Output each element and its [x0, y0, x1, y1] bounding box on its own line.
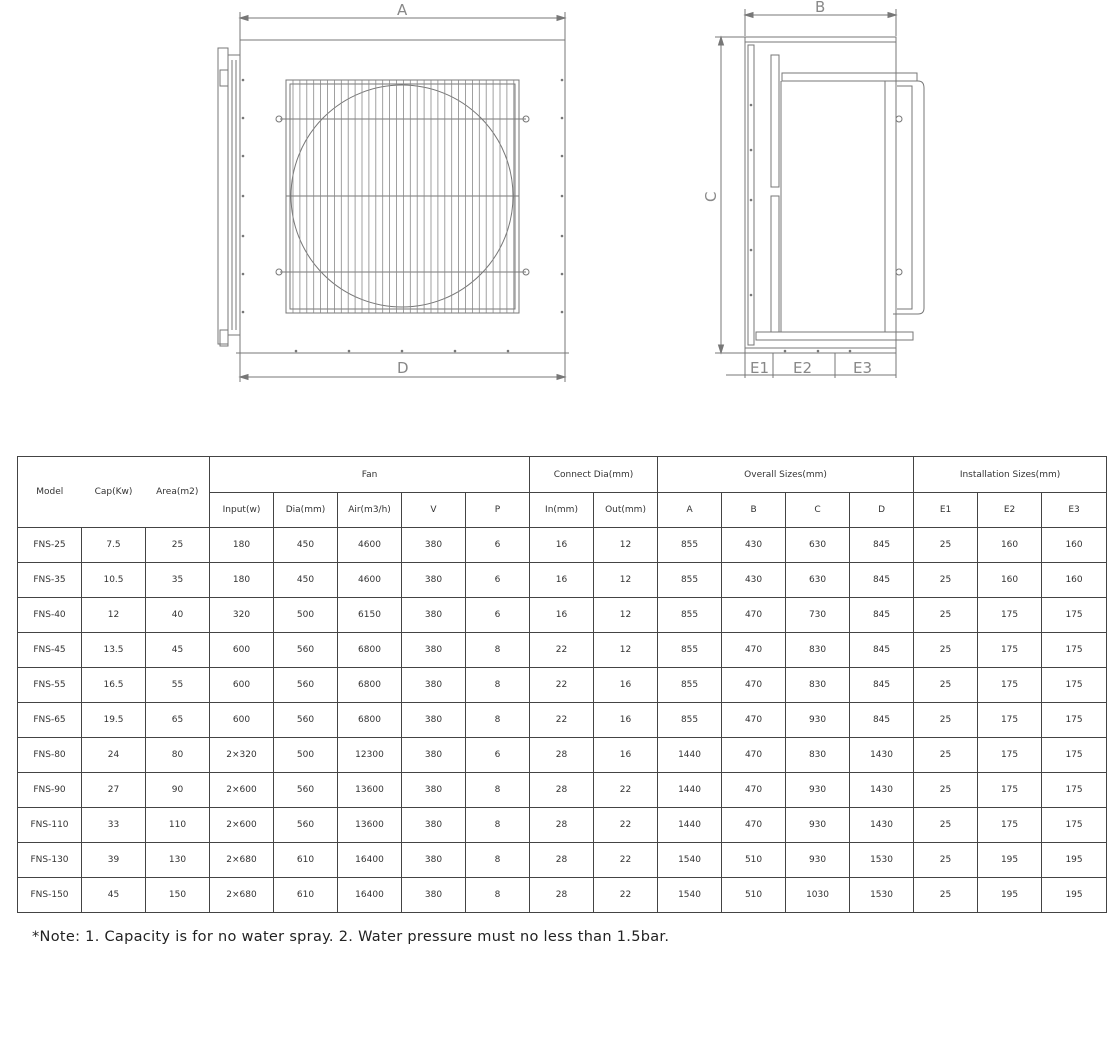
table-cell: 470: [722, 668, 786, 703]
table-row: [18, 528, 1107, 563]
table-cell: 830: [786, 668, 850, 703]
table-cell: 175: [978, 808, 1042, 843]
table-cell: 380: [402, 528, 466, 563]
dim-label-e3: E3: [853, 359, 873, 377]
table-cell: 90: [146, 773, 210, 808]
table-cell: 25: [914, 668, 978, 703]
table-cell: 175: [1042, 668, 1107, 703]
table-cell: 28: [530, 843, 594, 878]
table-cell: 380: [402, 878, 466, 913]
header-d: D: [850, 493, 914, 528]
panel-bolt-dots: [242, 79, 852, 353]
table-cell: 175: [1042, 598, 1107, 633]
table-cell: 35: [146, 563, 210, 598]
table-cell: 510: [722, 878, 786, 913]
table-cell: 470: [722, 773, 786, 808]
dim-label-b: B: [815, 0, 826, 16]
table-row: [18, 703, 1107, 738]
table-cell: 7.5: [82, 528, 146, 563]
table-cell: 2×680: [210, 843, 274, 878]
table-cell: 25: [914, 563, 978, 598]
table-cell: 2×680: [210, 878, 274, 913]
table-cell: 195: [978, 878, 1042, 913]
header-dia: Dia(mm): [274, 493, 338, 528]
table-cell: 175: [1042, 738, 1107, 773]
dim-label-c: C: [702, 191, 720, 202]
table-cell: 470: [722, 738, 786, 773]
table-cell: 65: [146, 703, 210, 738]
table-cell: 380: [402, 703, 466, 738]
table-cell: 175: [978, 703, 1042, 738]
table-cell: 855: [658, 528, 722, 563]
table-cell: 13600: [338, 773, 402, 808]
table-cell: 8: [466, 703, 530, 738]
table-cell: 175: [1042, 808, 1107, 843]
dim-label-a: A: [397, 1, 408, 19]
table-cell: 380: [402, 738, 466, 773]
table-row: [18, 738, 1107, 773]
table-cell: 160: [978, 528, 1042, 563]
table-cell: 610: [274, 878, 338, 913]
table-cell: 380: [402, 808, 466, 843]
header-e2: E2: [978, 493, 1042, 528]
table-cell: 630: [786, 528, 850, 563]
table-cell: 930: [786, 773, 850, 808]
table-cell: 175: [1042, 703, 1107, 738]
table-cell: 380: [402, 633, 466, 668]
table-cell: 28: [530, 808, 594, 843]
table-cell: 855: [658, 633, 722, 668]
table-cell: 8: [466, 773, 530, 808]
table-cell: 22: [530, 633, 594, 668]
table-cell: 175: [1042, 773, 1107, 808]
header-area: Area(m2): [146, 457, 210, 528]
table-row: [18, 878, 1107, 913]
table-cell: 16: [530, 528, 594, 563]
table-cell: 450: [274, 528, 338, 563]
header-air: Air(m3/h): [338, 493, 402, 528]
side-view-drawing: [715, 9, 924, 378]
table-cell: 130: [146, 843, 210, 878]
table-cell: 19.5: [82, 703, 146, 738]
table-cell: 24: [82, 738, 146, 773]
table-cell: 160: [1042, 563, 1107, 598]
header-overall-group: Overall Sizes(mm): [658, 457, 914, 493]
header-e1: E1: [914, 493, 978, 528]
table-row: [18, 773, 1107, 808]
table-cell: 22: [530, 703, 594, 738]
table-cell: 430: [722, 528, 786, 563]
table-cell: 22: [594, 808, 658, 843]
table-cell: 195: [1042, 843, 1107, 878]
table-cell: 450: [274, 563, 338, 598]
table-cell: 33: [82, 808, 146, 843]
dim-label-e2: E2: [793, 359, 813, 377]
table-cell: 12: [594, 598, 658, 633]
table-cell: 25: [914, 773, 978, 808]
model-cell: FNS-25: [18, 528, 82, 563]
table-cell: 22: [594, 773, 658, 808]
table-cell: 25: [914, 738, 978, 773]
model-cell: FNS-150: [18, 878, 82, 913]
table-cell: 560: [274, 633, 338, 668]
header-v: V: [402, 493, 466, 528]
table-cell: 8: [466, 633, 530, 668]
table-cell: 855: [658, 668, 722, 703]
table-cell: 12: [594, 563, 658, 598]
table-cell: 380: [402, 668, 466, 703]
table-cell: 25: [914, 633, 978, 668]
table-cell: 380: [402, 843, 466, 878]
table-cell: 22: [530, 668, 594, 703]
table-cell: 80: [146, 738, 210, 773]
table-cell: 2×320: [210, 738, 274, 773]
table-cell: 16400: [338, 843, 402, 878]
header-connect-group: Connect Dia(mm): [530, 457, 658, 493]
table-cell: 830: [786, 633, 850, 668]
table-cell: 40: [146, 598, 210, 633]
table-cell: 175: [978, 668, 1042, 703]
model-cell: FNS-45: [18, 633, 82, 668]
table-cell: 380: [402, 598, 466, 633]
table-cell: 6150: [338, 598, 402, 633]
model-cell: FNS-90: [18, 773, 82, 808]
table-cell: 380: [402, 773, 466, 808]
table-cell: 470: [722, 703, 786, 738]
table-cell: 470: [722, 598, 786, 633]
table-cell: 2×600: [210, 808, 274, 843]
header-p: P: [466, 493, 530, 528]
table-cell: 600: [210, 703, 274, 738]
specification-table-body: [18, 528, 1107, 913]
footnote: *Note: 1. Capacity is for no water spray. 2. Water pressure must no less than 1.5bar.: [32, 929, 670, 945]
table-cell: 1030: [786, 878, 850, 913]
table-row: [18, 598, 1107, 633]
table-cell: 1540: [658, 878, 722, 913]
table-cell: 500: [274, 598, 338, 633]
table-cell: 845: [850, 703, 914, 738]
table-cell: 10.5: [82, 563, 146, 598]
table-cell: 1540: [658, 843, 722, 878]
table-cell: 1430: [850, 773, 914, 808]
table-cell: 160: [1042, 528, 1107, 563]
table-cell: 845: [850, 528, 914, 563]
header-input: Input(w): [210, 493, 274, 528]
table-cell: 16400: [338, 878, 402, 913]
table-cell: 12: [594, 633, 658, 668]
table-cell: 470: [722, 808, 786, 843]
table-cell: 16: [594, 703, 658, 738]
table-cell: 180: [210, 528, 274, 563]
table-cell: 4600: [338, 563, 402, 598]
table-cell: 16: [530, 598, 594, 633]
table-cell: 380: [402, 563, 466, 598]
table-row: [18, 563, 1107, 598]
header-a: A: [658, 493, 722, 528]
header-b: B: [722, 493, 786, 528]
table-cell: 845: [850, 633, 914, 668]
table-cell: 855: [658, 703, 722, 738]
header-cap: Cap(Kw): [82, 457, 146, 528]
table-cell: 25: [914, 808, 978, 843]
table-cell: 195: [1042, 878, 1107, 913]
table-cell: 630: [786, 563, 850, 598]
table-cell: 1440: [658, 808, 722, 843]
table-cell: 4600: [338, 528, 402, 563]
table-cell: 25: [146, 528, 210, 563]
table-cell: 16: [594, 668, 658, 703]
table-cell: 6: [466, 598, 530, 633]
table-cell: 8: [466, 808, 530, 843]
table-cell: 25: [914, 878, 978, 913]
table-cell: 175: [978, 598, 1042, 633]
table-cell: 180: [210, 563, 274, 598]
table-row: [18, 808, 1107, 843]
table-cell: 6800: [338, 668, 402, 703]
header-out: Out(mm): [594, 493, 658, 528]
table-cell: 12: [594, 528, 658, 563]
table-cell: 13600: [338, 808, 402, 843]
table-cell: 730: [786, 598, 850, 633]
model-cell: FNS-130: [18, 843, 82, 878]
table-cell: 25: [914, 598, 978, 633]
table-cell: 175: [978, 773, 1042, 808]
table-cell: 1530: [850, 878, 914, 913]
table-row: [18, 668, 1107, 703]
table-cell: 560: [274, 668, 338, 703]
dim-label-e1: E1: [750, 359, 770, 377]
table-cell: 25: [914, 843, 978, 878]
header-c: C: [786, 493, 850, 528]
table-cell: 160: [978, 563, 1042, 598]
table-cell: 2×600: [210, 773, 274, 808]
model-cell: FNS-35: [18, 563, 82, 598]
table-cell: 845: [850, 668, 914, 703]
table-cell: 1430: [850, 738, 914, 773]
table-cell: 600: [210, 633, 274, 668]
table-cell: 560: [274, 808, 338, 843]
table-cell: 195: [978, 843, 1042, 878]
table-cell: 6800: [338, 633, 402, 668]
table-cell: 175: [1042, 633, 1107, 668]
table-cell: 830: [786, 738, 850, 773]
dim-label-d: D: [397, 359, 409, 377]
table-cell: 855: [658, 598, 722, 633]
header-in: In(mm): [530, 493, 594, 528]
table-cell: 930: [786, 703, 850, 738]
table-cell: 6: [466, 563, 530, 598]
table-cell: 6: [466, 738, 530, 773]
table-cell: 6800: [338, 703, 402, 738]
table-cell: 12300: [338, 738, 402, 773]
table-cell: 930: [786, 808, 850, 843]
table-cell: 175: [978, 633, 1042, 668]
header-e3: E3: [1042, 493, 1107, 528]
model-cell: FNS-110: [18, 808, 82, 843]
table-cell: 320: [210, 598, 274, 633]
table-cell: 55: [146, 668, 210, 703]
table-cell: 560: [274, 773, 338, 808]
header-fan-group: Fan: [210, 457, 530, 493]
table-cell: 470: [722, 633, 786, 668]
table-cell: 6: [466, 528, 530, 563]
table-cell: 16: [594, 738, 658, 773]
table-cell: 27: [82, 773, 146, 808]
table-cell: 16.5: [82, 668, 146, 703]
table-cell: 930: [786, 843, 850, 878]
table-row: [18, 633, 1107, 668]
table-cell: 1430: [850, 808, 914, 843]
table-cell: 13.5: [82, 633, 146, 668]
table-cell: 175: [978, 738, 1042, 773]
table-cell: 28: [530, 773, 594, 808]
table-cell: 110: [146, 808, 210, 843]
table-cell: 45: [146, 633, 210, 668]
model-cell: FNS-55: [18, 668, 82, 703]
model-cell: FNS-65: [18, 703, 82, 738]
table-cell: 600: [210, 668, 274, 703]
table-cell: 28: [530, 878, 594, 913]
table-cell: 25: [914, 528, 978, 563]
table-cell: 500: [274, 738, 338, 773]
header-model: Model: [18, 457, 82, 528]
model-cell: FNS-80: [18, 738, 82, 773]
table-cell: 8: [466, 668, 530, 703]
table-cell: 845: [850, 598, 914, 633]
table-cell: 16: [530, 563, 594, 598]
technical-drawings: [0, 0, 1120, 420]
table-cell: 12: [82, 598, 146, 633]
model-cell: FNS-40: [18, 598, 82, 633]
table-cell: 22: [594, 843, 658, 878]
table-cell: 8: [466, 878, 530, 913]
front-view-drawing: [218, 12, 569, 382]
table-cell: 1530: [850, 843, 914, 878]
table-cell: 560: [274, 703, 338, 738]
table-cell: 510: [722, 843, 786, 878]
specification-table: [17, 456, 1107, 913]
table-cell: 39: [82, 843, 146, 878]
table-cell: 845: [850, 563, 914, 598]
table-cell: 150: [146, 878, 210, 913]
table-cell: 610: [274, 843, 338, 878]
table-cell: 22: [594, 878, 658, 913]
table-cell: 28: [530, 738, 594, 773]
table-cell: 8: [466, 843, 530, 878]
table-cell: 430: [722, 563, 786, 598]
header-install-group: Installation Sizes(mm): [914, 457, 1107, 493]
table-cell: 25: [914, 703, 978, 738]
table-row: [18, 843, 1107, 878]
table-cell: 1440: [658, 738, 722, 773]
table-cell: 1440: [658, 773, 722, 808]
table-cell: 855: [658, 563, 722, 598]
table-cell: 45: [82, 878, 146, 913]
